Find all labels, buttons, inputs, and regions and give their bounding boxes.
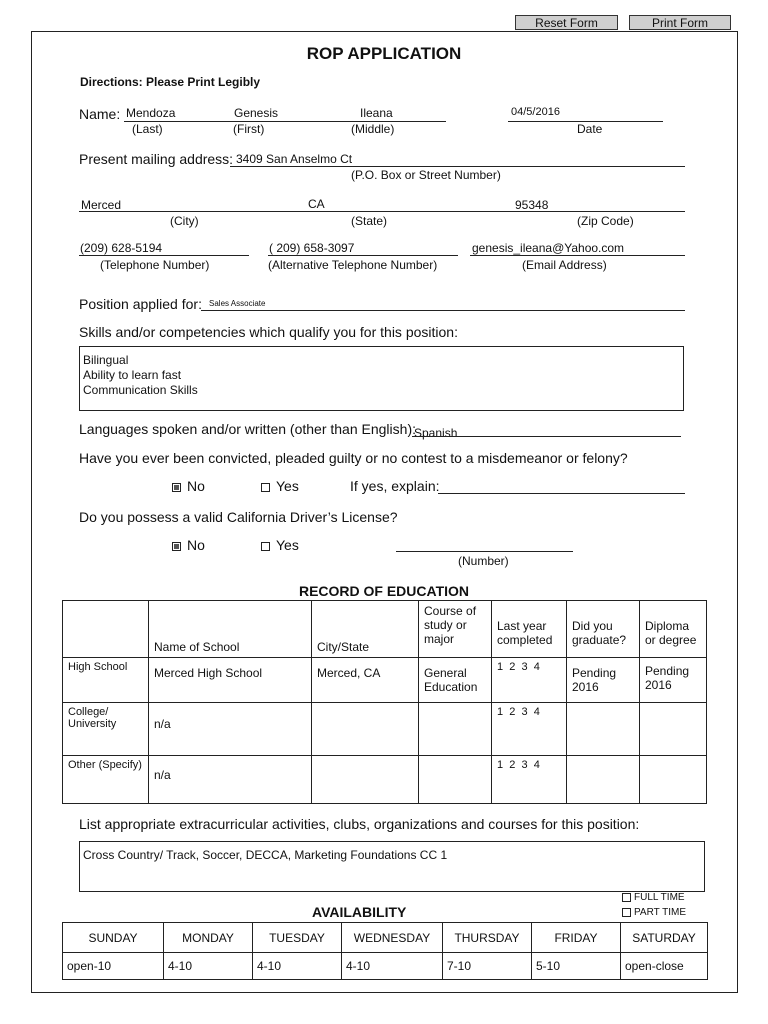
time-cell[interactable]: open-10 <box>63 953 164 980</box>
table-header: Name of School <box>149 601 312 658</box>
reset-form-button[interactable]: Reset Form <box>515 15 618 30</box>
city-underline <box>79 211 685 212</box>
part-time-option[interactable] <box>622 907 686 918</box>
first-caption: (First) <box>233 122 265 136</box>
address-field[interactable]: 3409 San Anselmo Ct <box>236 152 353 166</box>
part-time-label: PART TIME <box>634 907 687 918</box>
skills-textarea[interactable] <box>79 346 684 411</box>
phone-underline <box>79 255 249 256</box>
table-row <box>63 756 707 804</box>
table-header: City/State <box>312 601 419 658</box>
row-type: College/ University <box>63 703 149 756</box>
table-header: Diploma or degree <box>640 601 707 658</box>
skill-item: Ability to learn fast <box>83 368 182 382</box>
full-time-option[interactable] <box>622 892 685 903</box>
years-cell[interactable]: 1 2 3 4 <box>492 658 567 703</box>
day-header: TUESDAY <box>253 923 342 953</box>
number-caption: (Number) <box>458 554 509 568</box>
availability-row <box>63 953 708 980</box>
course-cell[interactable] <box>419 703 492 756</box>
license-question: Do you possess a valid California Driver’s License? <box>79 509 398 525</box>
convicted-yes-option[interactable] <box>261 478 299 494</box>
school-cell[interactable]: n/a <box>149 756 312 804</box>
checkbox-icon[interactable] <box>261 542 270 551</box>
time-cell[interactable]: 4-10 <box>253 953 342 980</box>
explain-label: If yes, explain: <box>350 478 440 494</box>
city-cell[interactable]: Merced, CA <box>312 658 419 703</box>
graduate-cell[interactable] <box>567 756 640 804</box>
languages-field[interactable]: Spanish <box>414 426 458 440</box>
languages-label: Languages spoken and/or written (other than English): <box>79 421 416 437</box>
license-number-field[interactable] <box>396 551 573 552</box>
availability-table <box>62 922 708 980</box>
skill-item: Communication Skills <box>83 383 198 397</box>
email-field[interactable]: genesis_ileana@Yahoo.com <box>472 241 625 255</box>
last-name-field[interactable]: Mendoza <box>126 106 176 120</box>
table-row <box>63 658 707 703</box>
time-cell[interactable]: 7-10 <box>443 953 532 980</box>
full-time-label: FULL TIME <box>634 892 685 903</box>
directions: Directions: Please Print Legibly <box>80 75 261 89</box>
diploma-cell[interactable] <box>640 703 707 756</box>
activities-label: List appropriate extracurricular activities, clubs, organizations and courses for this position: <box>79 816 640 832</box>
zip-field[interactable]: 95348 <box>515 198 549 212</box>
name-label: Name: <box>79 106 121 122</box>
alt-phone-field[interactable]: ( 209) 658-3097 <box>269 241 355 255</box>
years-cell[interactable]: 1 2 3 4 <box>492 756 567 804</box>
course-cell[interactable]: General Education <box>419 658 492 703</box>
zip-caption: (Zip Code) <box>577 214 634 228</box>
checkbox-icon[interactable] <box>172 542 181 551</box>
course-cell[interactable] <box>419 756 492 804</box>
position-label: Position applied for: <box>79 296 202 312</box>
languages-underline <box>412 436 681 437</box>
graduate-cell[interactable] <box>567 703 640 756</box>
table-header: Course of study or major <box>419 601 492 658</box>
convicted-question: Have you ever been convicted, pleaded guilty or no contest to a misdemeanor or felony? <box>79 450 628 466</box>
diploma-cell[interactable] <box>640 756 707 804</box>
phone-caption: (Telephone Number) <box>100 258 210 272</box>
position-underline <box>201 310 685 311</box>
middle-name-field[interactable]: Ileana <box>360 106 393 120</box>
years-cell[interactable]: 1 2 3 4 <box>492 703 567 756</box>
time-cell[interactable]: 4-10 <box>342 953 443 980</box>
address-caption: (P.O. Box or Street Number) <box>351 168 501 182</box>
day-header: MONDAY <box>164 923 253 953</box>
graduate-cell[interactable]: Pending 2016 <box>567 658 640 703</box>
yes-label: Yes <box>276 478 299 494</box>
education-header-row <box>63 601 707 658</box>
skill-item: Bilingual <box>83 353 129 367</box>
address-label: Present mailing address: <box>79 151 234 167</box>
last-caption: (Last) <box>132 122 163 136</box>
checkbox-icon[interactable] <box>261 483 270 492</box>
city-cell[interactable] <box>312 756 419 804</box>
school-cell[interactable]: n/a <box>149 703 312 756</box>
position-field[interactable]: Sales Associate <box>209 299 266 308</box>
address-underline <box>230 166 685 167</box>
form-title: ROP APPLICATION <box>306 44 462 63</box>
city-caption: (City) <box>170 214 199 228</box>
row-type: High School <box>63 658 149 703</box>
time-cell[interactable]: 4-10 <box>164 953 253 980</box>
no-label: No <box>187 537 205 553</box>
table-row <box>63 703 707 756</box>
availability-header-row <box>63 923 708 953</box>
availability-title: AVAILABILITY <box>312 904 407 920</box>
time-cell[interactable]: 5-10 <box>532 953 621 980</box>
activities-value: Cross Country/ Track, Soccer, DECCA, Marketing Foundations CC 1 <box>83 848 448 862</box>
checkbox-icon[interactable] <box>622 893 631 902</box>
table-header <box>63 601 149 658</box>
day-header: SATURDAY <box>621 923 708 953</box>
explain-field[interactable] <box>438 493 685 494</box>
phone-field[interactable]: (209) 628-5194 <box>80 241 163 255</box>
email-caption: (Email Address) <box>522 258 607 272</box>
middle-caption: (Middle) <box>351 122 395 136</box>
date-caption: Date <box>577 122 603 136</box>
row-type: Other (Specify) <box>63 756 149 804</box>
day-header: WEDNESDAY <box>342 923 443 953</box>
diploma-cell[interactable]: Pending 2016 <box>640 658 707 703</box>
city-field[interactable]: Merced <box>81 198 122 212</box>
city-cell[interactable] <box>312 703 419 756</box>
education-title: RECORD OF EDUCATION <box>298 583 470 599</box>
date-field[interactable]: 04/5/2016 <box>511 106 560 118</box>
school-cell[interactable]: Merced High School <box>149 658 312 703</box>
table-header: Did you graduate? <box>567 601 640 658</box>
yes-label: Yes <box>276 537 299 553</box>
education-table <box>62 600 707 804</box>
state-caption: (State) <box>351 214 388 228</box>
state-field[interactable]: CA <box>308 197 325 211</box>
alt-phone-caption: (Alternative Telephone Number) <box>268 258 438 272</box>
print-form-button[interactable]: Print Form <box>629 15 731 30</box>
checkbox-icon[interactable] <box>622 908 631 917</box>
first-name-field[interactable]: Genesis <box>234 106 279 120</box>
time-cell[interactable]: open-close <box>621 953 708 980</box>
day-header: FRIDAY <box>532 923 621 953</box>
convicted-no-option[interactable] <box>172 478 205 494</box>
name-underline <box>124 121 446 122</box>
email-underline <box>470 255 685 256</box>
license-yes-option[interactable] <box>261 537 299 553</box>
alt-phone-underline <box>268 255 458 256</box>
day-header: SUNDAY <box>63 923 164 953</box>
activities-textarea[interactable] <box>79 841 705 892</box>
skills-label: Skills and/or competencies which qualify you for this position: <box>79 324 458 340</box>
no-label: No <box>187 478 205 494</box>
day-header: THURSDAY <box>443 923 532 953</box>
table-header: Last year completed <box>492 601 567 658</box>
checkbox-icon[interactable] <box>172 483 181 492</box>
license-no-option[interactable] <box>172 537 205 553</box>
